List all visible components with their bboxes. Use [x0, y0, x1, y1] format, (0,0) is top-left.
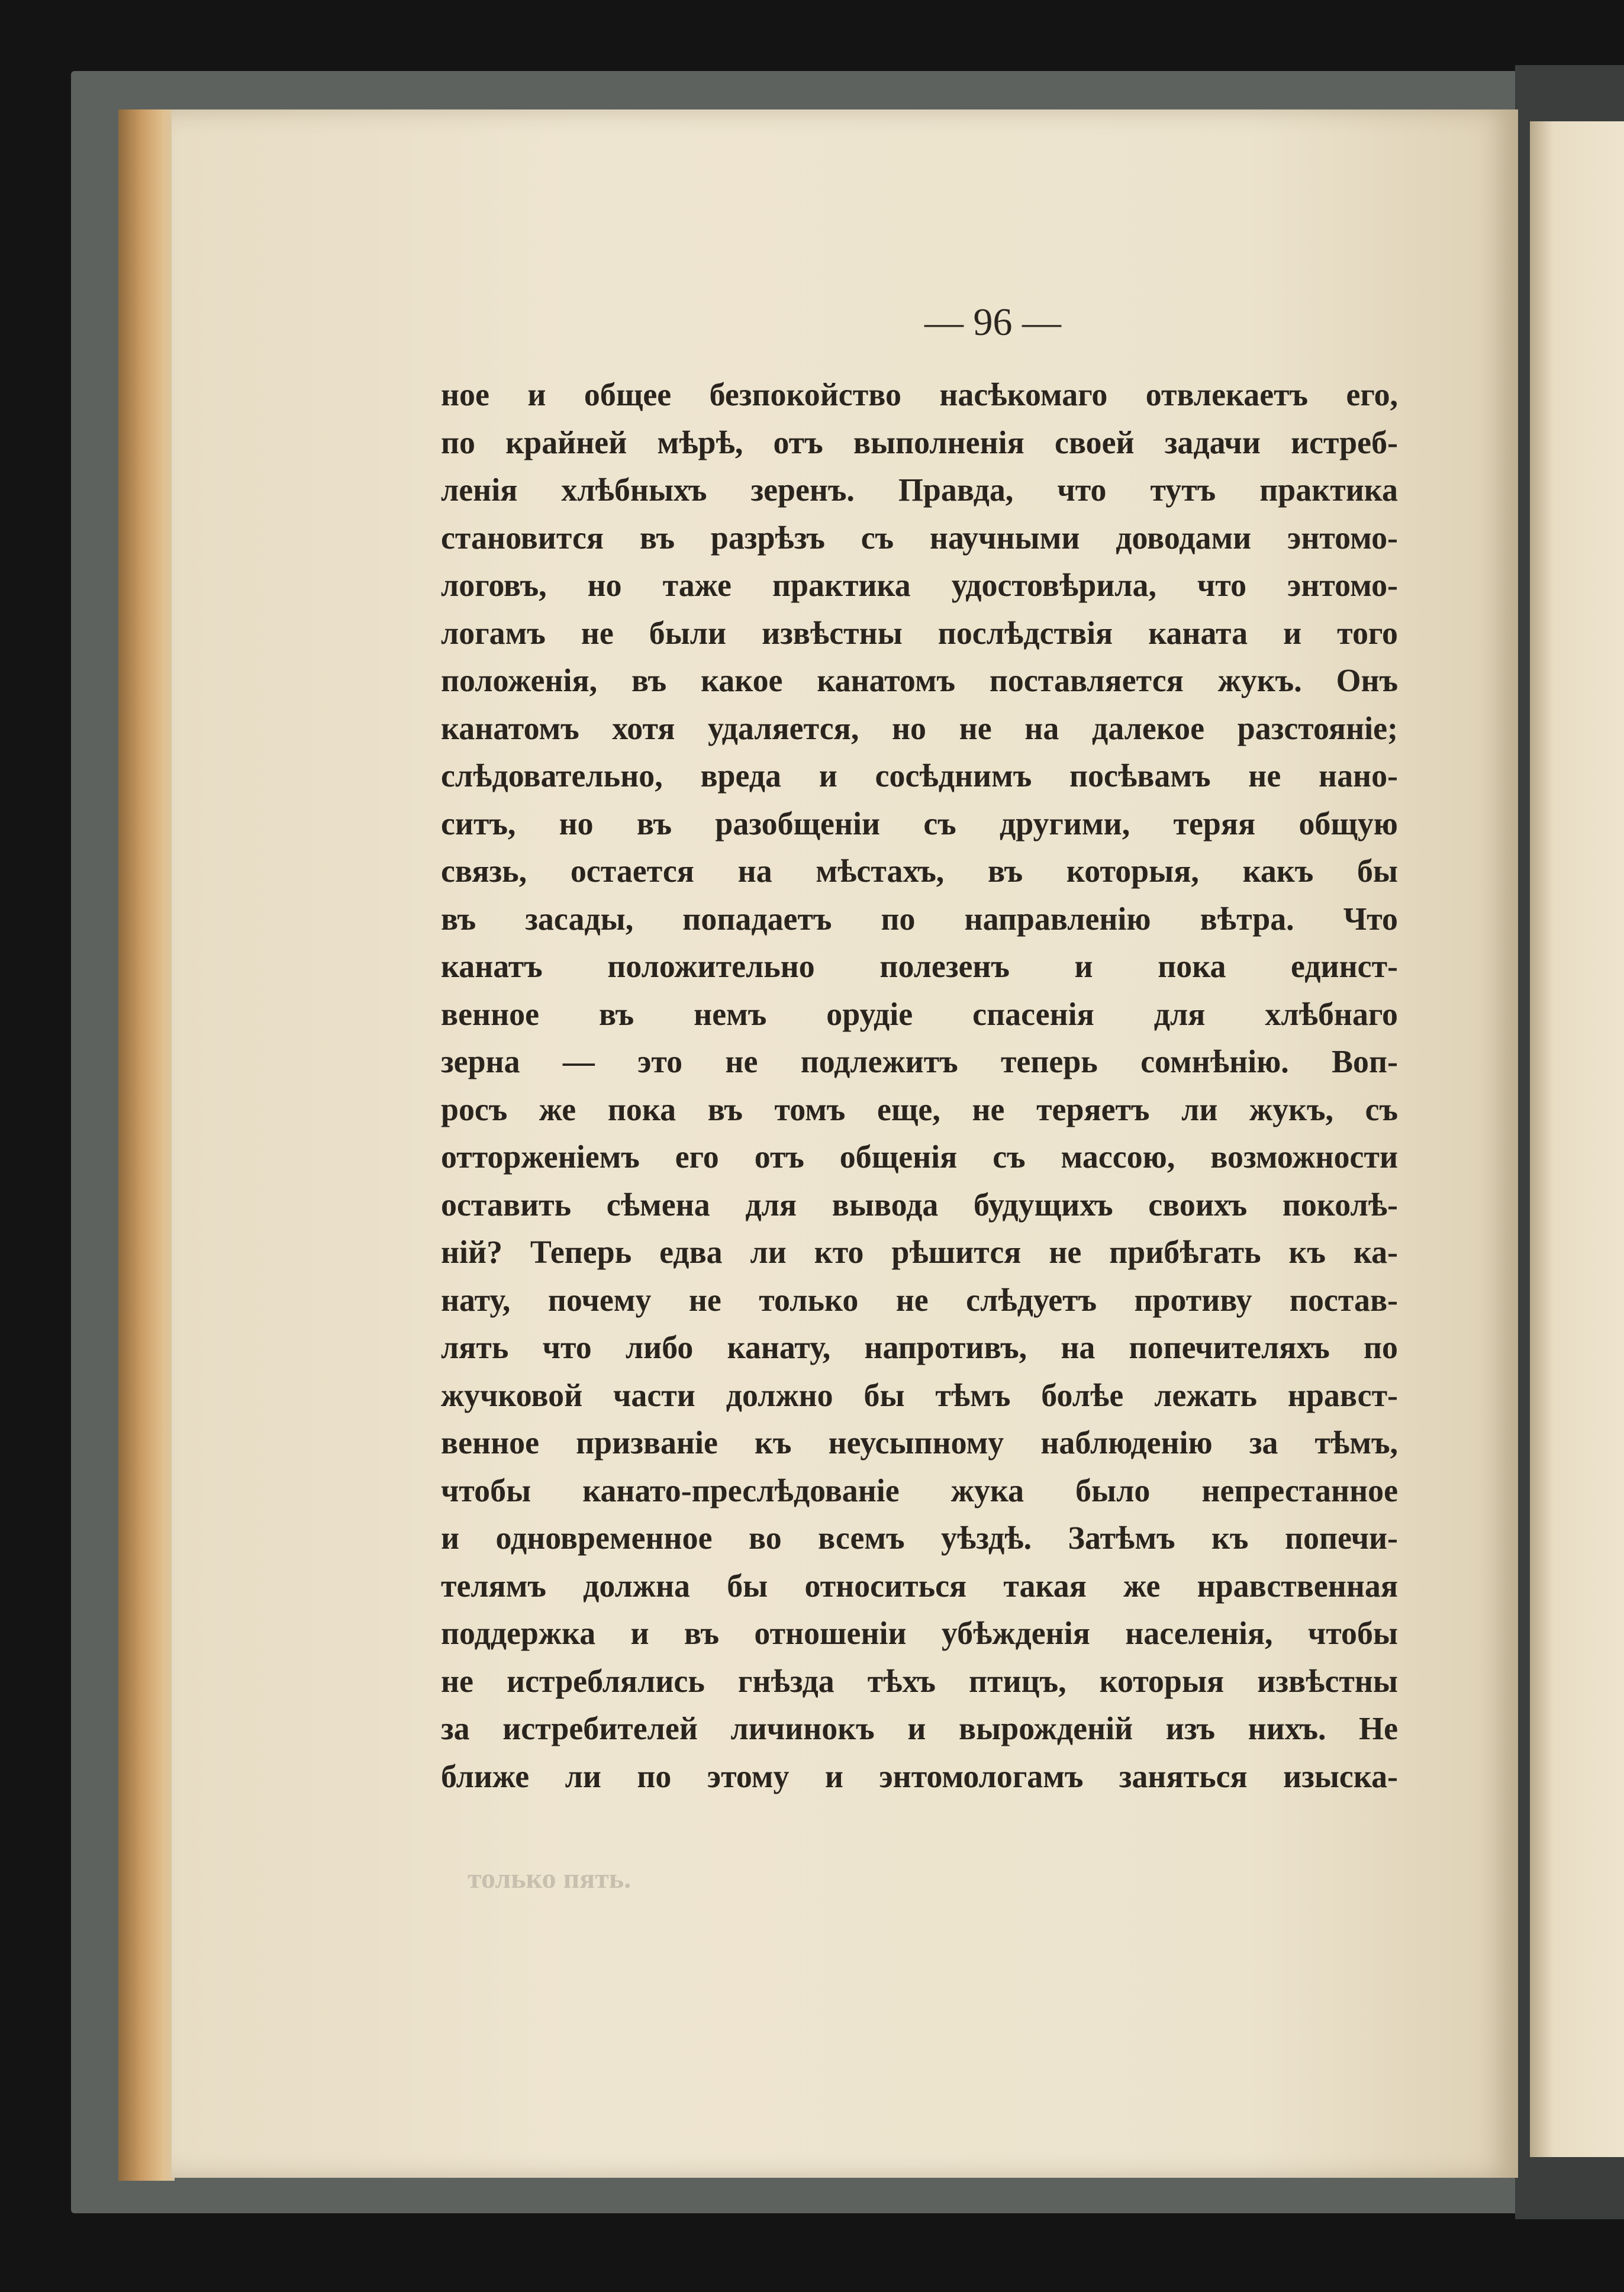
bleed-through-text: только пять. — [468, 1863, 631, 1894]
text-line: зерна — это не подлежитъ теперь сомнѣнію. Воп- — [441, 1043, 1398, 1079]
page-number — [172, 299, 1518, 346]
page-number-text: — 96 — — [924, 301, 1061, 344]
text-line: не истреблялись гнѣзда тѣхъ птицъ, которыя извѣстны — [441, 1662, 1398, 1699]
text-line: лять что либо канату, напротивъ, на попечителяхъ по — [441, 1329, 1398, 1365]
text-line: ситъ, но въ разобщеніи съ другими, теряя общую — [441, 805, 1398, 842]
text-line: ленія хлѣбныхъ зеренъ. Правда, что тутъ практика — [441, 472, 1398, 508]
text-line: оставить сѣмена для вывода будущихъ своихъ поколѣ- — [441, 1186, 1398, 1223]
body-text — [441, 371, 1417, 1800]
text-line: положенія, въ какое канатомъ поставляется жукъ. Онъ — [441, 662, 1398, 698]
text-line: жучковой части должно бы тѣмъ болѣе лежать нравст- — [441, 1377, 1398, 1413]
text-line: ближе ли по этому и энтомологамъ заняться изыска- — [441, 1758, 1398, 1794]
text-line: логовъ, но таже практика удостовѣрила, что энтомо- — [441, 567, 1398, 603]
text-line: венное призваніе къ неусыпному наблюденію за тѣмъ, — [441, 1424, 1398, 1461]
text-line: ній? Теперь едва ли кто рѣшится не прибѣгать къ ка- — [441, 1234, 1398, 1270]
text-line: по крайней мѣрѣ, отъ выполненія своей задачи истреб- — [441, 424, 1398, 460]
text-line: въ засады, попадаетъ по направленію вѣтра. Что — [441, 900, 1398, 937]
text-line: ное и общее безпокойство насѣкомаго отвлекаетъ его, — [441, 376, 1398, 412]
text-line: становится въ разрѣзъ съ научными доводами энтомо- — [441, 519, 1398, 556]
next-page-edge — [1530, 121, 1624, 2157]
text-line: логамъ не были извѣстны послѣдствія каната и того — [441, 614, 1398, 651]
text-line: венное въ немъ орудіе спасенія для хлѣбнаго — [441, 995, 1398, 1032]
text-line: чтобы канато-преслѣдованіе жука было непрестанное — [441, 1472, 1398, 1508]
text-line: росъ же пока въ томъ еще, не теряетъ ли жукъ, съ — [441, 1091, 1398, 1127]
page-edges — [118, 109, 175, 2181]
text-line: отторженіемъ его отъ общенія съ массою, возможности — [441, 1139, 1398, 1175]
text-line: канатъ положительно полезенъ и пока единст- — [441, 948, 1398, 984]
text-line: канатомъ хотя удаляется, но не на далекое разстояніе; — [441, 710, 1398, 746]
book-page — [172, 109, 1518, 2178]
text-line: нату, почему не только не слѣдуетъ противу постав- — [441, 1281, 1398, 1318]
text-line: слѣдовательно, вреда и сосѣднимъ посѣвамъ не нано- — [441, 757, 1398, 794]
text-line: за истребителей личинокъ и вырожденій изъ нихъ. Не — [441, 1710, 1398, 1746]
text-line: связь, остается на мѣстахъ, въ которыя, какъ бы — [441, 853, 1398, 889]
text-line: телямъ должна бы относиться такая же нравственная — [441, 1567, 1398, 1604]
text-line: поддержка и въ отношеніи убѣжденія населенія, чтобы — [441, 1615, 1398, 1651]
text-line: и одновременное во всемъ уѣздѣ. Затѣмъ къ попечи- — [441, 1520, 1398, 1556]
